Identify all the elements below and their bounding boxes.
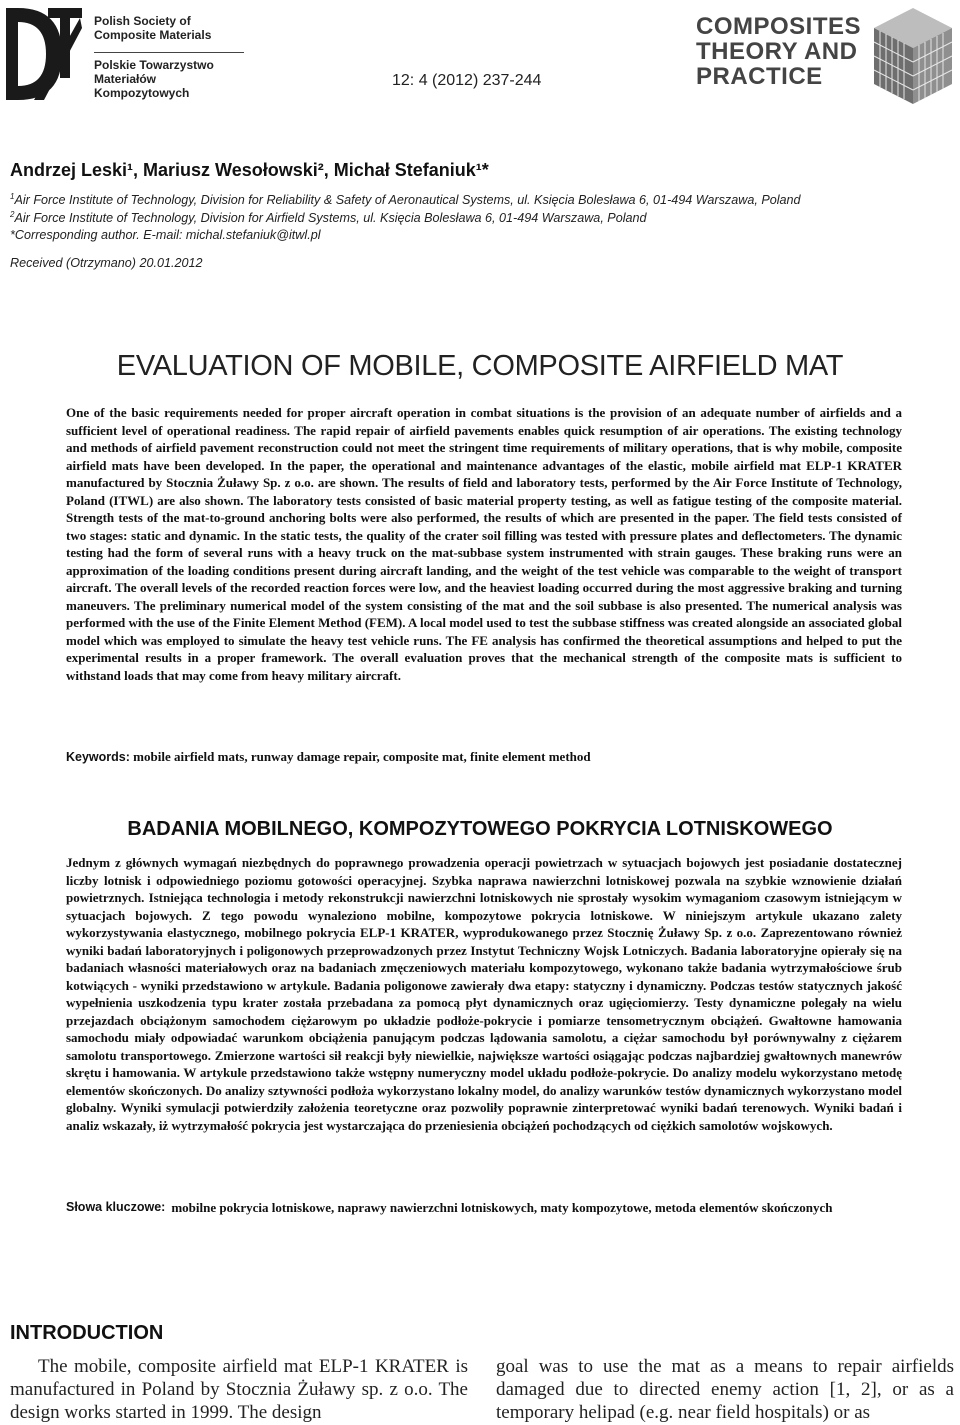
author-list: Andrzej Leski¹, Mariusz Wesołowski², Michał Stefaniuk¹* <box>10 160 489 180</box>
abstract-en: One of the basic requirements needed for proper aircraft operation in combat situations is the provision of an adequate number of airfields and a sufficient level of operational readiness. The rapid repair of airfield pavements enables quick resumption of air operations. The existing technology and methods of airfield pavement reconstruction could not meet the stringent time requirements of military operations, that is why mobile, composite airfield mats have been developed. In the paper, the operational and maintenance advantages of the elastic, mobile airfield mat ELP-1 KRATER manufactured by Stocznia Żuławy Sp. z o.o. are shown. The results of field and laboratory tests, performed by the Air Force Institute of Technology, Poland (ITWL) are also shown. The laboratory tests consisted of basic material property testing, as well as fatigue testing of the composite material. Strength tests of the mat-to-ground anchoring bolts were also performed, the results of which are presented in the paper. The field tests consisted of two stages: static and dynamic. In the static tests, the quality of the crater soil filling was tested with pressure plates and deflectometers. The dynamic testing had the form of several runs with a heavy truck on the mat-subbase system instrumented with strain gauges. These braking runs were an approximation of the loading conditions present during aircraft landing, and the weight of the test vehicle was comparable to the weight of transport aircraft. The overall levels of the recorded reaction forces were low, and the heaviest loading occurred during the most aggressive braking and turning maneuvers. The preliminary numerical model of the system consisting of the mat and the soil subbase is also presented. The numerical analysis was performed with the use of the Finite Element Method (FEM). A local model used to test the subbase stiffness was created alongside an associated global model which was employed to simulate the heavy test vehicle runs. The FE analysis has confirmed the theoretical assumptions and helped to put the experimental results in a proper framework. The overall evaluation proves that the mechanical strength of the composite mats is sufficient to withstand loads that may come from heavy military aircraft. <box>66 405 902 683</box>
keywords-pl <box>66 1199 902 1217</box>
society-logo <box>0 0 250 110</box>
society-divider <box>94 52 244 53</box>
corresponding-author: *Corresponding author. E-mail: michal.stefaniuk@itwl.pl <box>10 228 321 242</box>
introduction-heading: INTRODUCTION <box>10 1322 164 1344</box>
article-title-en: EVALUATION OF MOBILE, COMPOSITE AIRFIELD MAT <box>116 350 844 382</box>
composite-cube-icon <box>872 6 954 106</box>
keywords-pl-label: Słowa kluczowe: <box>66 1200 166 1214</box>
journal-title: COMPOSITES THEORY AND PRACTICE <box>696 13 862 90</box>
keywords-en <box>66 748 902 767</box>
introduction-column-right: goal was to use the mat as a means to repair airfields damaged due to directed enemy action [1, 2], or as a temporary helipad (e.g. near field hospitals) or as <box>496 1356 954 1423</box>
abstract-pl: Jednym z głównych wymagań niezbędnych do poprawnego prowadzenia operacji powietrzach w sytuacjach bojowych jest posiadanie dostatecznej liczby lotnisk i odpowiedniego poziomu gotowości operacyjnej. Szybka naprawa nawierzchni lotniskowej pozwala na szybkie wznowienie działań powietrznych. Istniejąca technologia i metody rekonstrukcji nawierzchni lotniskowych nie sprostały wysokim wymaganiom czasowym istniejącym w sytuacjach bojowych. Z tego powodu wynaleziono mobilne, kompozytowe pokrycia lotniskowe. W niniejszym artykule ukazano zalety wykorzystywania elastycznego, mobilnego pokrycia ELP-1 KRATER, wyprodukowanego przez Stocznię Żuławy Sp. z o.o. Zaprezentowano również wyniki badań laboratoryjnych i poligonowych przeprowadzonych przez Instytut Techniczny Wojsk Lotniczych. Badania laboratoryjne opierały się na badaniach własności materiałowych oraz na badaniach zmęczeniowych materiału kompozytowego, wykonano także badania wytrzymałościowe śrub kotwiących - wyniki przedstawiono w artykule. Badania poligonowe zawierały dwa etapy: statyczny i dynamiczny. Podczas testów statycznych jakość wypełnienia uszkodzenia typu krater została przebadana za pomocą płyt dynamicznych oraz ugięciomierzy. Testy dynamiczne polegały na wielu przejazdach obciążonym samochodem ciężarowym po układzie podłoże-pokrycie i pomiarze tensometrycznym obciążeń. Gwałtowne hamowania samochodu miały odpowiadać warunkom obciążenia panującym podczas lądowania samolotu, a ciężar samochodu był porównywalny z ciężarem samolotu transportowego. Zmierzone wartości sił reakcji były niewielkie, największe wartości osiągając podczas najbardziej gwałtownych manewrów skrętu i hamowania. W artykule przedstawiono także wstępny numeryczny model układu podłoże-pokrycie. Do analizy modelu wykorzystano metodę elementów skończonych. Do analizy sztywności podłoża wykorzystano lokalny model, do analizy warunków testów dynamicznych wykorzystano model globalny. Wyniki symulacji potwierdziły założenia teoretyczne oraz pozwoliły poprawnie zinterpretować wyniki badań terenowych. Wyniki badań i analiz wskazały, iż wytrzymałość pokrycia jest wystarczająca do przeniesienia obciążeń pochodzących od ciężkich samolotów wojskowych. <box>66 855 902 1133</box>
received-date: Received (Otrzymano) 20.01.2012 <box>10 256 203 270</box>
keywords-en-label: Keywords: <box>66 750 130 764</box>
affiliation-1: $^1$Air Force Institute of Technology, Division for Reliability & Safety of Aeronautical Systems, ul. Księcia Bolesława 6, 01-494 Warszawa, Poland <box>10 192 801 208</box>
issue-reference: 12: 4 (2012) 237-244 <box>392 72 542 89</box>
society-name-en: Polish Society of Composite Materials <box>94 14 212 42</box>
affiliation-2: $^2$Air Force Institute of Technology, Division for Airfield Systems, ul. Księcia Bolesława 6, 01-494 Warszawa, Poland <box>10 210 647 226</box>
keywords-pl-values: mobilne pokrycia lotniskowe, naprawy nawierzchni lotniskowych, maty kompozytowe, metoda elementów skończonych <box>171 1200 833 1215</box>
society-logo-mark-icon <box>4 4 84 104</box>
keywords-en-values: mobile airfield mats, runway damage repair, composite mat, finite element method <box>133 749 591 764</box>
article-title-pl: BADANIA MOBILNEGO, KOMPOZYTOWEGO POKRYCIA LOTNISKOWEGO <box>127 818 833 840</box>
society-name-pl: Polskie Towarzystwo Materiałów Kompozytowych <box>94 58 214 100</box>
introduction-column-left: The mobile, composite airfield mat ELP-1 KRATER is manufactured in Poland by Stocznia Żuławy sp. z o.o. The design works started in 1999. The design <box>10 1356 468 1423</box>
journal-logo <box>696 6 958 106</box>
